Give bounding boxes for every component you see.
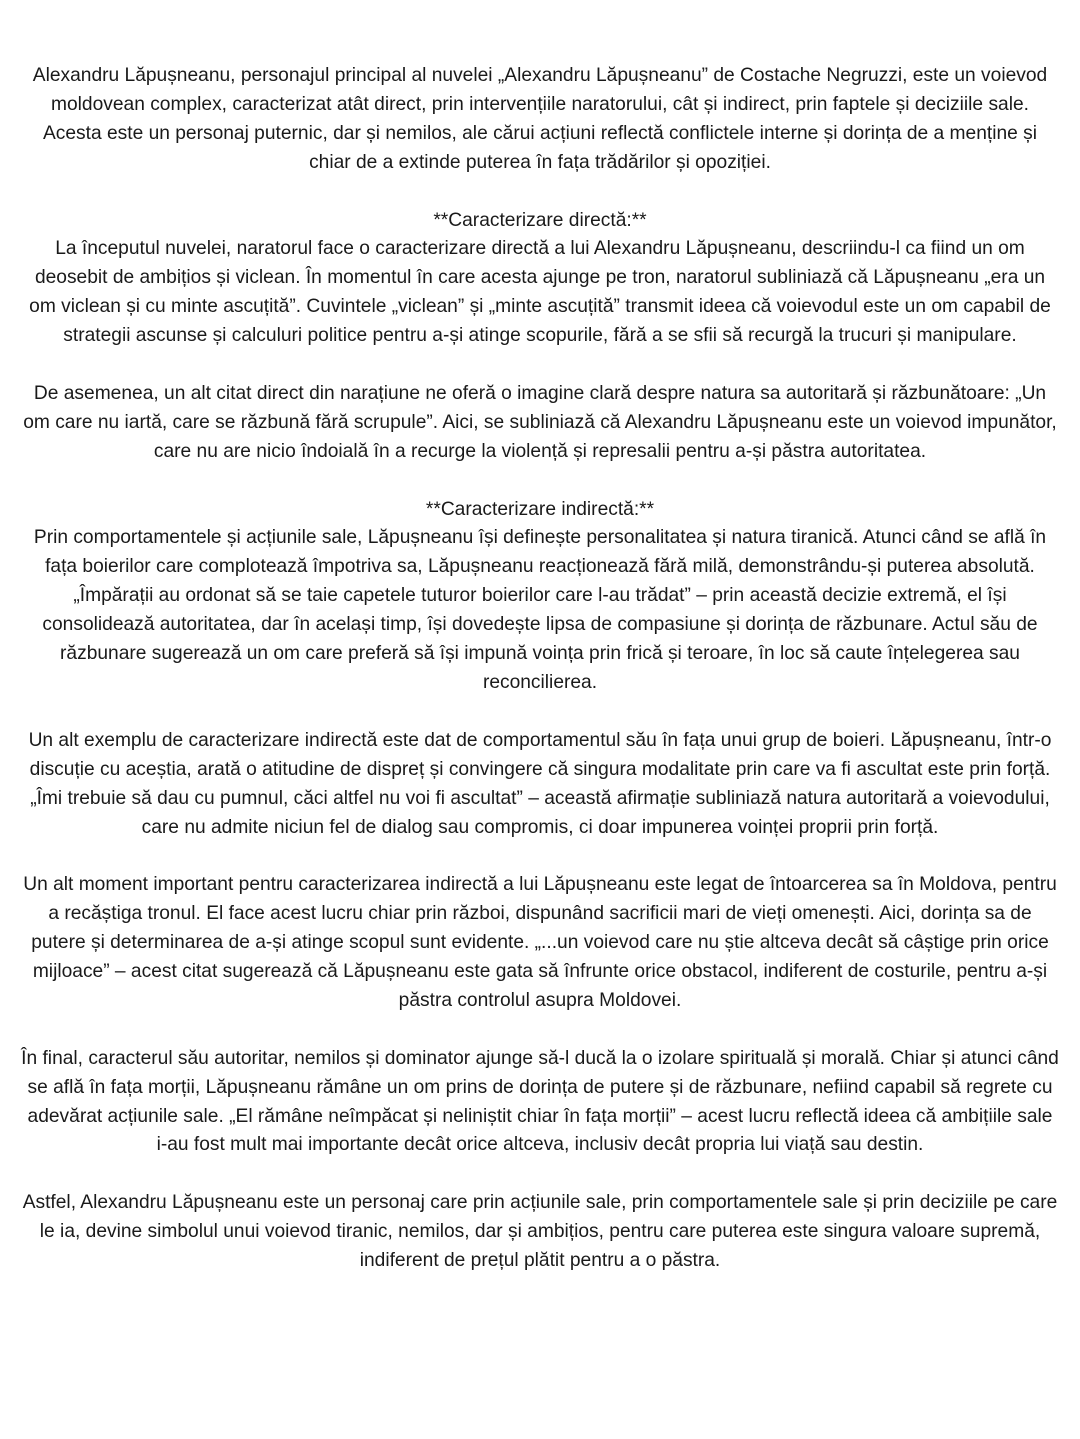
direct-paragraph-2: De asemenea, un alt citat direct din narațiune ne oferă o imagine clară despre natura sa autoritară și răzbunătoare: „Un om care nu iartă, care se răzbună fără scrupule”. Aici, se subliniază că Alexandru Lăpușneanu este un voievod impunător, care nu are nicio îndoială în a recurge la violență și represalii pentru a-și păstra autoritatea. — [23, 382, 1057, 462]
document-page — [0, 62, 1080, 1305]
indirect-paragraph-1: Prin comportamentele și acțiunile sale, Lăpușneanu își definește personalitatea și natura tiranică. Atunci când se află în fața boierilor care complotează împotriva sa, Lăpușneanu reacționează fără milă, demonstrându-și puterea absolută. „Împărații au ordonat să se taie capetele tuturor boierilor care l-au trădat” – prin această decizie extremă, el își consolidează autoritatea, dar în același timp, își dovedește lipsa de compasiune și dorința de răzbunare. Actul său de răzbunare sugerează un om care preferă să își impună voința prin frică și teroare, în loc să caute înțelegerea sau reconcilierea. — [33, 527, 1047, 693]
indirect-paragraph-2: Un alt exemplu de caracterizare indirectă este dat de comportamentul său în fața unui grup de boieri. Lăpușneanu, într-o discuție cu aceștia, arată o atitudine de dispreț și convingere că singura modalitate prin care va fi ascultat este prin forță. „Îmi trebuie să dau cu pumnul, căci altfel nu voi fi ascultat” – această afirmație subliniază natura autoritară a voievodului, care nu admite niciun fel de dialog sau compromis, ci doar impunerea voinței proprii prin forță. — [28, 729, 1052, 838]
section-heading-indirect: **Caracterizare indirectă:** — [425, 498, 655, 520]
direct-paragraph-1: La începutul nuvelei, naratorul face o caracterizare directă a lui Alexandru Lăpușneanu, descriindu-l ca fiind un om deosebit de ambițios și viclean. În momentul în care acesta ajunge pe tron, naratorul subliniază că Lăpușneanu „era un om viclean și cu minte ascuțită”. Cuvintele „viclean” și „minte ascuțită” transmit ideea că voievodul este un om capabil de strategii ascunse și calculuri politice pentru a-și atinge scopurile, fără a se sfii să recurgă la trucuri și manipulare. — [29, 238, 1051, 347]
conclusion-paragraph: Astfel, Alexandru Lăpușneanu este un personaj care prin acțiunile sale, prin comportamentele sale și prin deciziile pe care le ia, devine simbolul unui voievod tiranic, nemilos, dar și ambițios, pentru care puterea este singura valoare supremă, indiferent de prețul plătit pentru a o păstra. — [22, 1192, 1058, 1272]
intro-paragraph: Alexandru Lăpușneanu, personajul principal al nuvelei „Alexandru Lăpușneanu” de Costache Negruzzi, este un voievod moldovean complex, caracterizat atât direct, prin intervențiile naratorului, cât și indirect, prin faptele și deciziile sale. Acesta este un personaj puternic, dar și nemilos, ale cărui acțiuni reflectă conflictele interne și dorința de a menține și chiar de a extinde puterea în fața trădărilor și opoziției. — [32, 65, 1048, 173]
section-heading-direct: **Caracterizare directă:** — [433, 209, 647, 231]
indirect-section — [20, 496, 1060, 698]
indirect-paragraph-3: Un alt moment important pentru caracterizarea indirectă a lui Lăpușneanu este legat de întoarcerea sa în Moldova, pentru a recăștiga tronul. El face acest lucru chiar prin război, dispunând sacrificii mari de vieți omenești. Aici, dorința sa de putere și determinarea de a-și atinge scopul sunt evidente. „...un voievod care nu știe altceva decât să câștige prin orice mijloace” – acest citat sugerează că Lăpușneanu este gata să înfrunte orice obstacol, indiferent de costurile, pentru a-și păstra controlul asupra Moldovei. — [23, 874, 1057, 1011]
direct-section — [20, 207, 1060, 352]
final-paragraph: În final, caracterul său autoritar, nemilos și dominator ajunge să-l ducă la o izolare spirituală și morală. Chiar și atunci când se află în fața morții, Lăpușneanu rămâne un om prins de dorința de putere și de răzbunare, nefiind capabil să regrete cu adevărat acțiunile sale. „El rămâne neîmpăcat și neliniștit chiar în fața morții” – acest lucru reflectă ideea că ambițiile sale i-au fost mult mai importante decât orice altceva, inclusiv decât propria lui viață sau destin. — [21, 1047, 1059, 1156]
